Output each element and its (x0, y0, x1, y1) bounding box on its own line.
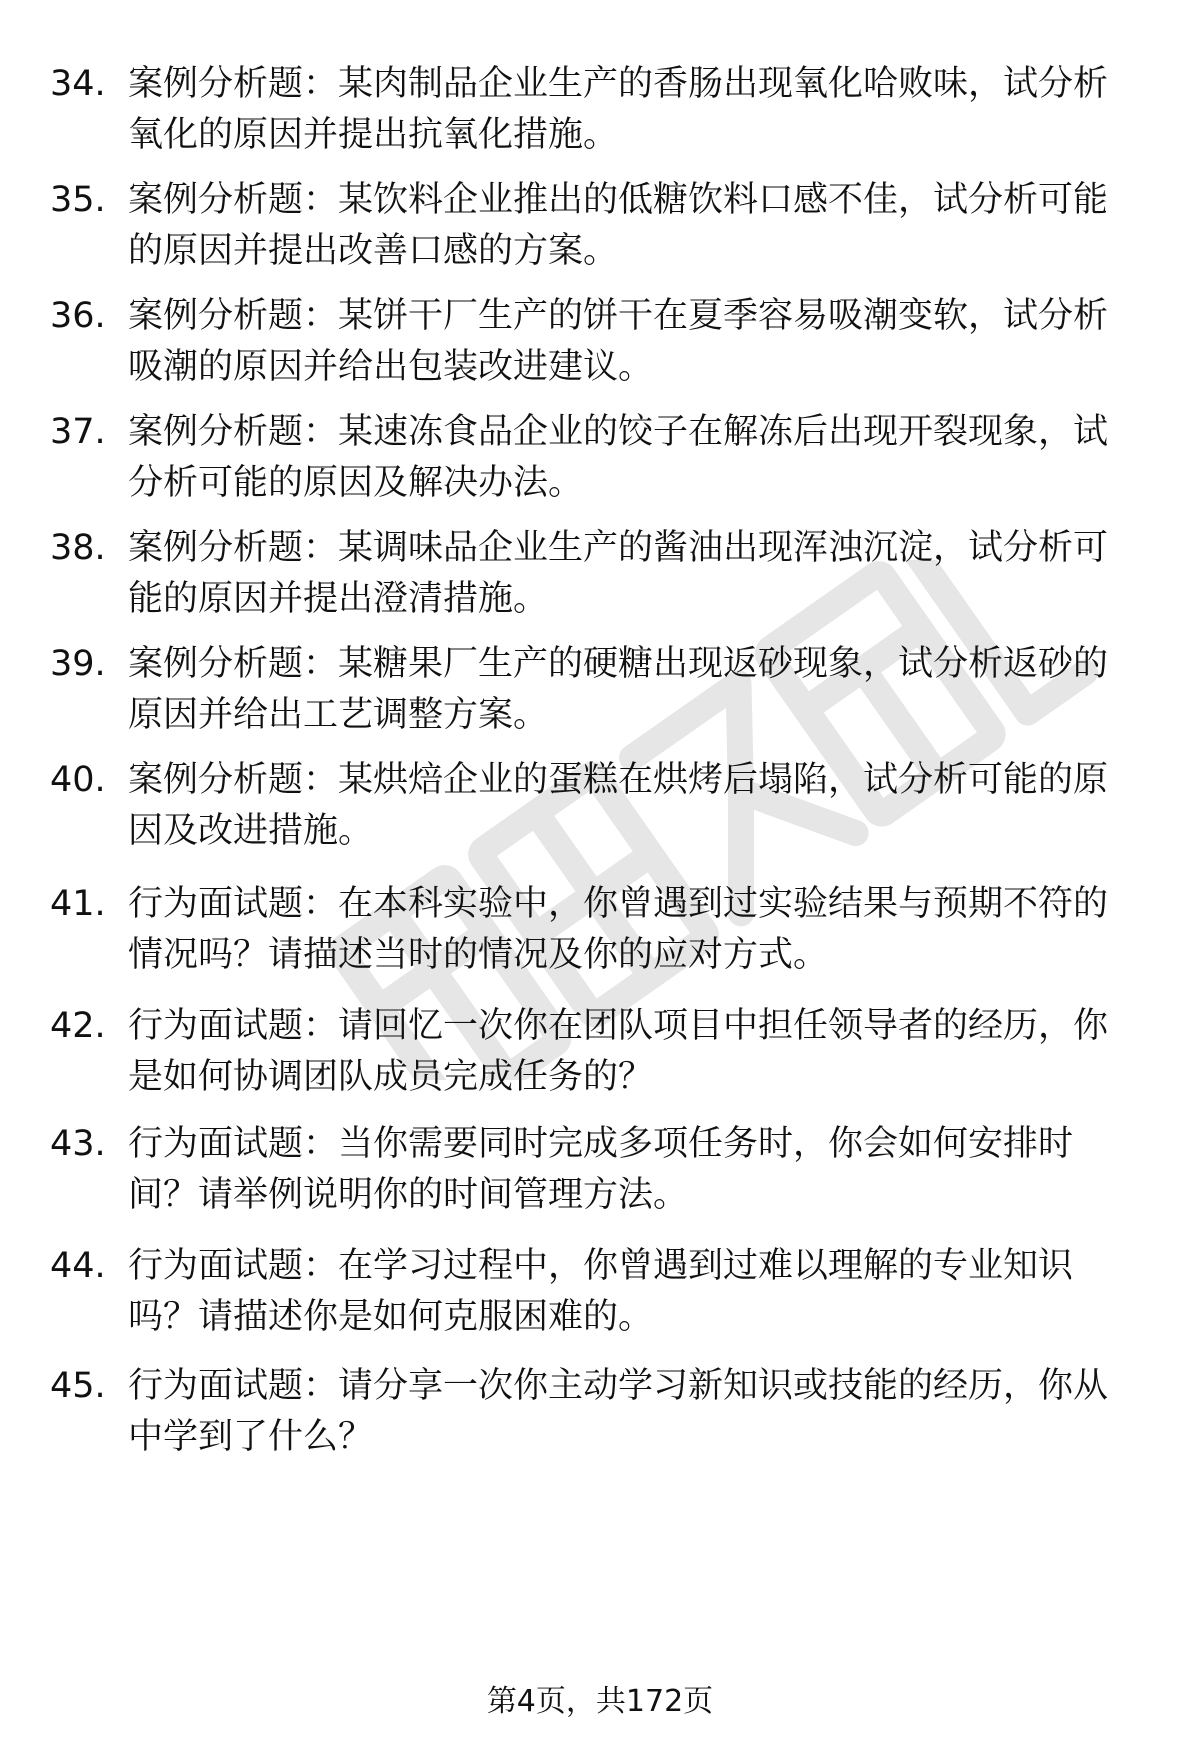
question-item (50, 1000, 1140, 1120)
question-text-line-1: 案例分析题：某烘焙企业的蛋糕在烘烤后塌陷，试分析可能的原 (128, 760, 1109, 800)
question-item (50, 58, 1140, 178)
question-text-line-1: 行为面试题：在本科实验中，你曾遇到过实验结果与预期不符的 (128, 884, 1109, 924)
question-number: 34. (50, 64, 106, 104)
question-text-line-2: 中学到了什么？ (128, 1417, 374, 1457)
question-text-line-1: 案例分析题：某调味品企业生产的酱油出现浑浊沉淀，试分析可 (128, 528, 1109, 568)
question-item (50, 754, 1140, 874)
question-text-line-2: 吗？请描述你是如何克服困难的。 (128, 1297, 654, 1337)
question-number: 41. (50, 884, 106, 924)
question-text-line-1: 行为面试题：请回忆一次你在团队项目中担任领导者的经历，你 (128, 1006, 1109, 1046)
question-number: 44. (50, 1246, 106, 1286)
question-item (50, 1240, 1140, 1360)
question-number: 35. (50, 180, 106, 220)
question-text-line-1: 行为面试题：请分享一次你主动学习新知识或技能的经历，你从 (128, 1366, 1109, 1406)
question-item (50, 290, 1140, 410)
question-text-line-2: 因及改进措施。 (128, 811, 374, 851)
question-text-line-1: 案例分析题：某饮料企业推出的低糖饮料口感不佳，试分析可能 (128, 180, 1109, 220)
page-number-footer: 第4页，共172页 (486, 1684, 714, 1719)
question-text-line-2: 分析可能的原因及解决办法。 (128, 463, 584, 503)
question-number: 37. (50, 412, 106, 452)
question-number: 39. (50, 644, 106, 684)
question-text-line-2: 能的原因并提出澄清措施。 (128, 579, 549, 619)
question-number: 40. (50, 760, 106, 800)
question-item (50, 878, 1140, 998)
question-number: 38. (50, 528, 106, 568)
question-text-line-2: 氧化的原因并提出抗氧化措施。 (128, 115, 619, 155)
question-number: 36. (50, 296, 106, 336)
question-item (50, 1360, 1140, 1480)
question-item (50, 638, 1140, 758)
question-item (50, 406, 1140, 526)
question-text-line-1: 行为面试题：在学习过程中，你曾遇到过难以理解的专业知识 (128, 1246, 1074, 1286)
question-number: 45. (50, 1366, 106, 1406)
question-text-line-1: 案例分析题：某糖果厂生产的硬糖出现返砂现象，试分析返砂的 (128, 644, 1109, 684)
question-text-line-2: 间？请举例说明你的时间管理方法。 (128, 1175, 689, 1215)
question-item (50, 174, 1140, 294)
question-text-line-2: 原因并给出工艺调整方案。 (128, 695, 549, 735)
question-text-line-1: 案例分析题：某肉制品企业生产的香肠出现氧化哈败味，试分析 (128, 64, 1109, 104)
question-text-line-2: 的原因并提出改善口感的方案。 (128, 231, 619, 271)
question-text-line-1: 行为面试题：当你需要同时完成多项任务时，你会如何安排时 (128, 1124, 1074, 1164)
question-text-line-2: 情况吗？请描述当时的情况及你的应对方式。 (128, 935, 829, 975)
question-text-line-1: 案例分析题：某饼干厂生产的饼干在夏季容易吸潮变软，试分析 (128, 296, 1109, 336)
question-text-line-2: 是如何协调团队成员完成任务的？ (128, 1057, 654, 1097)
question-text-line-1: 案例分析题：某速冻食品企业的饺子在解冻后出现开裂现象，试 (128, 412, 1109, 452)
question-item (50, 1118, 1140, 1238)
question-text-line-2: 吸潮的原因并给出包装改进建议。 (128, 347, 654, 387)
question-item (50, 522, 1140, 642)
question-number: 43. (50, 1124, 106, 1164)
question-number: 42. (50, 1006, 106, 1046)
